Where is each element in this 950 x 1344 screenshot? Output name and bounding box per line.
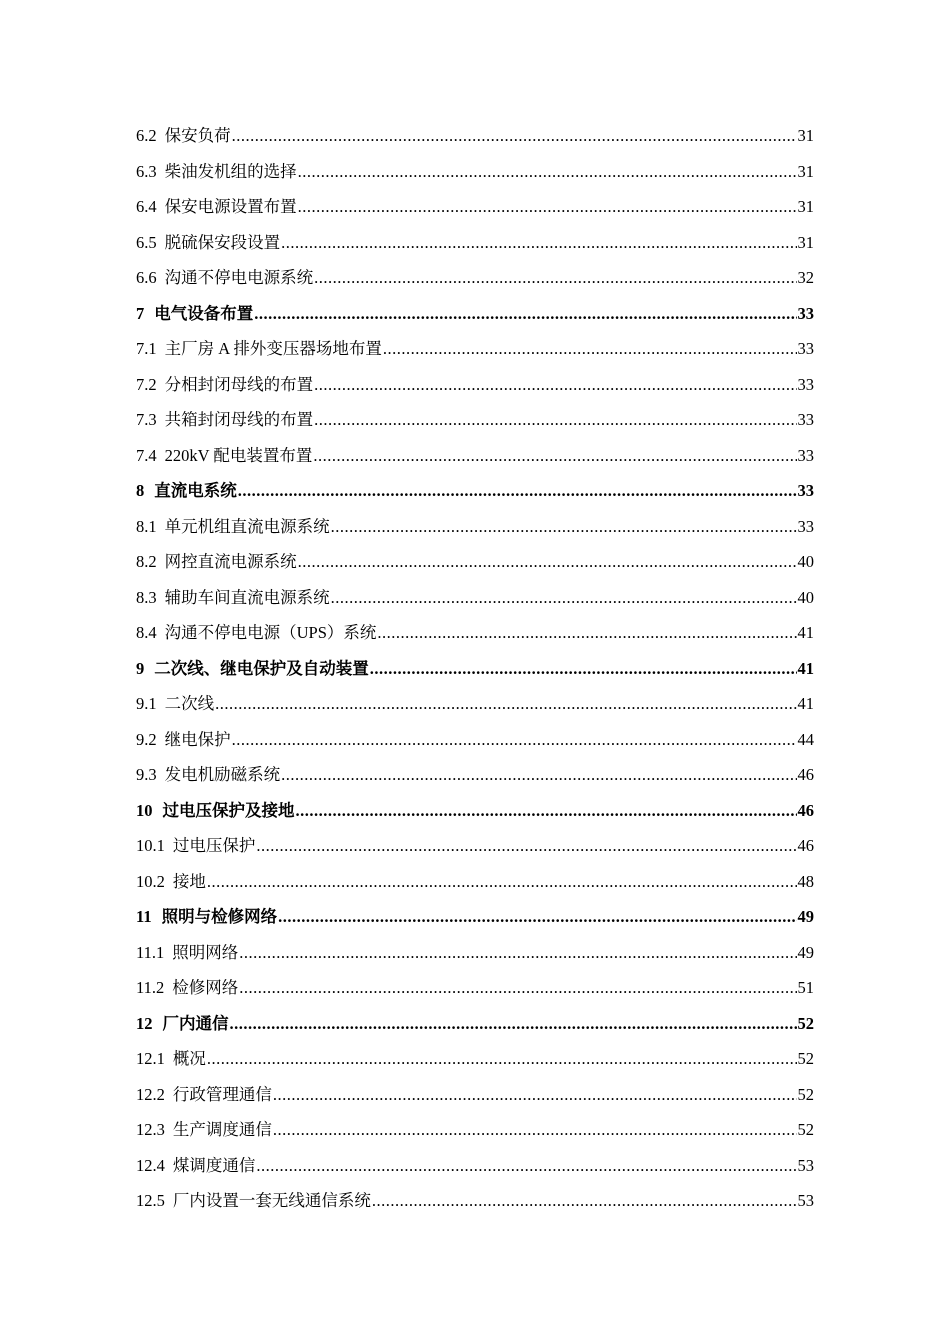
toc-section-entry[interactable] (136, 260, 814, 296)
toc-entry-page-number: 44 (797, 729, 814, 749)
toc-entry-title: 检修网络 (172, 978, 239, 997)
toc-dot-leader (278, 899, 796, 935)
toc-entry-number: 8.4 (136, 623, 157, 642)
toc-dot-leader (298, 189, 797, 225)
toc-entry-title: 厂内通信 (162, 1013, 229, 1033)
toc-dot-leader (273, 1077, 797, 1113)
toc-dot-leader (298, 544, 797, 580)
toc-dot-leader (331, 509, 797, 545)
toc-section-entry[interactable] (136, 225, 814, 261)
toc-entry-number: 9 (136, 658, 145, 678)
toc-section-entry[interactable] (136, 367, 814, 403)
toc-entry-title: 电气设备布置 (154, 303, 254, 323)
toc-entry-number: 12.5 (136, 1191, 165, 1210)
toc-dot-leader (370, 651, 797, 687)
toc-entry-number: 11.1 (136, 942, 165, 962)
toc-chapter-entry[interactable] (136, 473, 814, 509)
toc-dot-leader (230, 1006, 797, 1042)
toc-entry-title: 发电机励磁系统 (164, 765, 281, 784)
toc-entry-page-number: 52 (797, 1049, 814, 1068)
toc-dot-leader (273, 1112, 797, 1148)
toc-entry-number: 11 (136, 907, 152, 926)
toc-entry-title: 过电压保护及接地 (162, 800, 295, 820)
toc-entry-title: 脱硫保安段设置 (164, 232, 281, 252)
toc-entry-number: 8.1 (136, 516, 157, 536)
toc-entry-page-number: 32 (797, 268, 814, 287)
toc-entry-number: 11.2 (136, 978, 165, 997)
toc-entry-number: 7.2 (136, 374, 157, 394)
toc-entry-title: 接地 (172, 871, 206, 891)
toc-entry-title: 主厂房 A 排外变压器场地布置 (164, 339, 382, 358)
toc-entry-page-number: 40 (797, 587, 814, 607)
toc-section-entry[interactable] (136, 1077, 814, 1113)
toc-entry-title: 保安负荷 (164, 126, 231, 145)
toc-chapter-entry[interactable] (136, 793, 814, 829)
toc-entry-number: 12.2 (136, 1084, 165, 1104)
toc-section-entry[interactable] (136, 438, 814, 474)
toc-dot-leader (256, 1148, 796, 1184)
toc-section-entry[interactable] (136, 935, 814, 971)
toc-entry-number: 7 (136, 303, 145, 323)
toc-entry-page-number: 33 (797, 339, 814, 358)
toc-entry-title: 照明网络 (172, 942, 239, 962)
toc-entry-number: 7.1 (136, 339, 157, 358)
toc-section-entry[interactable] (136, 118, 814, 154)
toc-entry-title: 概况 (172, 1049, 206, 1068)
toc-chapter-entry[interactable] (136, 899, 814, 935)
toc-dot-leader (238, 473, 797, 509)
toc-entry-title: 煤调度通信 (172, 1155, 256, 1175)
toc-entry-title: 二次线、继电保护及自动装置 (154, 658, 369, 678)
toc-dot-leader (296, 793, 797, 829)
toc-entry-page-number: 41 (797, 623, 814, 642)
toc-entry-number: 12.1 (136, 1049, 165, 1068)
toc-entry-number: 6.3 (136, 161, 157, 181)
toc-section-entry[interactable] (136, 1112, 814, 1148)
toc-dot-leader (331, 580, 797, 616)
toc-dot-leader (239, 935, 796, 971)
toc-section-entry[interactable] (136, 331, 814, 367)
toc-dot-leader (215, 686, 796, 722)
toc-entry-number: 7.3 (136, 410, 157, 429)
toc-entry-title: 行政管理通信 (172, 1084, 272, 1104)
toc-entry-title: 二次线 (164, 694, 215, 713)
toc-section-entry[interactable] (136, 615, 814, 651)
toc-entry-page-number: 46 (797, 800, 814, 820)
toc-entry-number: 9.1 (136, 694, 157, 713)
toc-entry-title: 共箱封闭母线的布置 (164, 410, 314, 429)
toc-entry-page-number: 31 (797, 161, 814, 181)
toc-entry-title: 生产调度通信 (172, 1120, 272, 1139)
toc-entry-number: 10.1 (136, 836, 165, 855)
toc-entry-title: 保安电源设置布置 (164, 197, 297, 216)
table-of-contents (136, 118, 814, 1219)
toc-dot-leader (239, 970, 796, 1006)
toc-section-entry[interactable] (136, 757, 814, 793)
toc-entry-page-number: 33 (797, 516, 814, 536)
toc-section-entry[interactable] (136, 1041, 814, 1077)
toc-section-entry[interactable] (136, 1183, 814, 1219)
toc-entry-number: 8.3 (136, 587, 157, 607)
toc-section-entry[interactable] (136, 828, 814, 864)
toc-entry-number: 7.4 (136, 445, 157, 465)
toc-entry-page-number: 33 (797, 374, 814, 394)
toc-entry-number: 8.2 (136, 552, 157, 571)
toc-entry-title: 分相封闭母线的布置 (164, 374, 314, 394)
toc-entry-page-number: 33 (797, 303, 814, 323)
toc-dot-leader (314, 367, 796, 403)
toc-entry-number: 6.6 (136, 268, 157, 287)
toc-dot-leader (314, 402, 796, 438)
toc-dot-leader (256, 828, 796, 864)
toc-entry-page-number: 40 (797, 552, 814, 571)
toc-entry-page-number: 49 (797, 942, 814, 962)
toc-dot-leader (383, 331, 797, 367)
toc-entry-page-number: 49 (797, 907, 814, 926)
toc-section-entry[interactable] (136, 402, 814, 438)
toc-entry-page-number: 46 (797, 836, 814, 855)
toc-entry-title: 柴油发机组的选择 (164, 161, 297, 181)
toc-entry-number: 12 (136, 1013, 153, 1033)
toc-entry-number: 10 (136, 800, 153, 820)
toc-entry-page-number: 31 (797, 232, 814, 252)
toc-section-entry[interactable] (136, 580, 814, 616)
toc-dot-leader (314, 260, 796, 296)
toc-entry-number: 8 (136, 481, 145, 500)
toc-dot-leader (372, 1183, 797, 1219)
toc-entry-page-number: 41 (797, 694, 814, 713)
toc-chapter-entry[interactable] (136, 651, 814, 687)
toc-dot-leader (281, 757, 796, 793)
toc-dot-leader (281, 225, 796, 261)
toc-entry-title: 单元机组直流电源系统 (164, 516, 330, 536)
toc-chapter-entry[interactable] (136, 296, 814, 332)
toc-entry-number: 12.4 (136, 1155, 165, 1175)
toc-section-entry[interactable] (136, 1148, 814, 1184)
toc-section-entry[interactable] (136, 509, 814, 545)
toc-entry-page-number: 33 (797, 445, 814, 465)
toc-entry-title: 网控直流电源系统 (164, 552, 297, 571)
toc-dot-leader (298, 154, 797, 190)
toc-entry-number: 6.2 (136, 126, 157, 145)
toc-entry-title: 继电保护 (164, 729, 231, 749)
toc-section-entry[interactable] (136, 154, 814, 190)
toc-entry-page-number: 31 (797, 197, 814, 216)
toc-entry-page-number: 46 (797, 765, 814, 784)
toc-dot-leader (232, 118, 797, 154)
toc-entry-title: 照明与检修网络 (161, 907, 278, 926)
toc-dot-leader (207, 1041, 797, 1077)
toc-entry-page-number: 48 (797, 871, 814, 891)
toc-entry-page-number: 53 (797, 1155, 814, 1175)
toc-entry-title: 辅助车间直流电源系统 (164, 587, 330, 607)
toc-entry-number: 12.3 (136, 1120, 165, 1139)
toc-entry-number: 9.3 (136, 765, 157, 784)
toc-section-entry[interactable] (136, 970, 814, 1006)
toc-entry-title: 沟通不停电电源（UPS）系统 (164, 623, 377, 642)
toc-entry-page-number: 33 (797, 410, 814, 429)
toc-entry-page-number: 52 (797, 1013, 814, 1033)
toc-entry-page-number: 41 (797, 658, 814, 678)
toc-entry-number: 10.2 (136, 871, 165, 891)
toc-chapter-entry[interactable] (136, 1006, 814, 1042)
toc-entry-page-number: 52 (797, 1120, 814, 1139)
toc-entry-title: 厂内设置一套无线通信系统 (172, 1191, 371, 1210)
toc-entry-title: 过电压保护 (172, 836, 256, 855)
toc-dot-leader (313, 438, 796, 474)
toc-entry-number: 9.2 (136, 729, 157, 749)
toc-entry-page-number: 53 (797, 1191, 814, 1210)
toc-section-entry[interactable] (136, 864, 814, 900)
toc-section-entry[interactable] (136, 189, 814, 225)
toc-section-entry[interactable] (136, 686, 814, 722)
toc-section-entry[interactable] (136, 544, 814, 580)
toc-entry-page-number: 31 (797, 126, 814, 145)
toc-dot-leader (254, 296, 796, 332)
toc-entry-page-number: 33 (797, 481, 814, 500)
toc-dot-leader (232, 722, 797, 758)
toc-entry-number: 6.5 (136, 232, 157, 252)
toc-entry-title: 220kV 配电装置布置 (164, 445, 313, 465)
toc-entry-title: 沟通不停电电源系统 (164, 268, 314, 287)
toc-section-entry[interactable] (136, 722, 814, 758)
toc-entry-page-number: 51 (797, 978, 814, 997)
toc-entry-page-number: 52 (797, 1084, 814, 1104)
toc-dot-leader (377, 615, 796, 651)
toc-entry-number: 6.4 (136, 197, 157, 216)
toc-entry-title: 直流电系统 (154, 481, 237, 500)
toc-dot-leader (207, 864, 797, 900)
